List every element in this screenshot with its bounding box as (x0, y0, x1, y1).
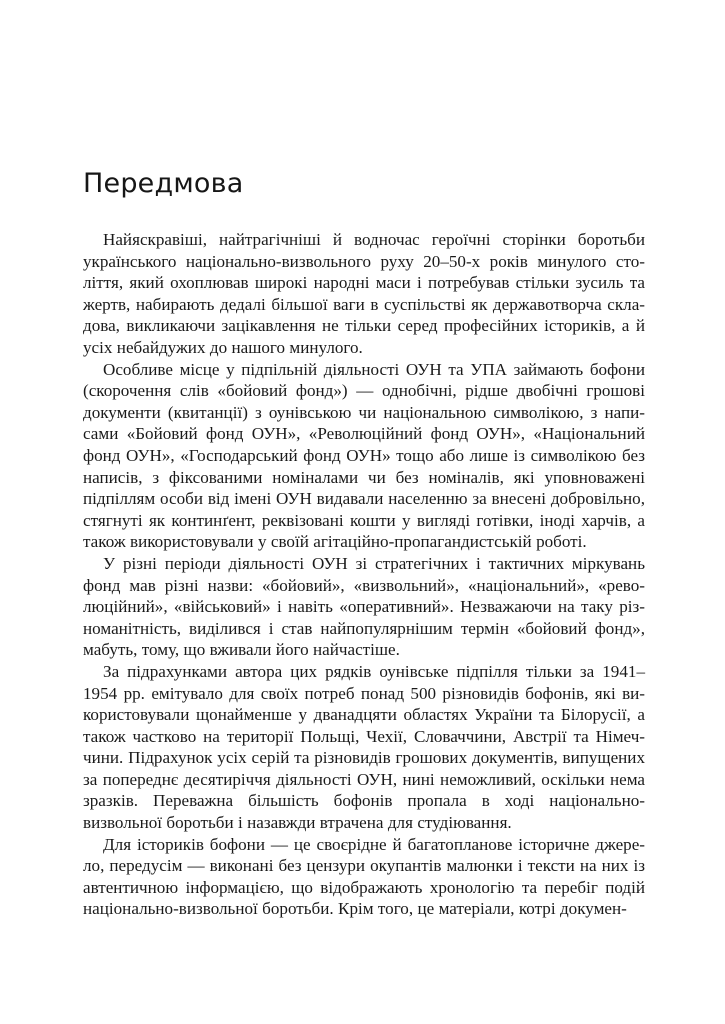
paragraph-3: У різні періоди діяльності ОУН зі стратегічних і тактичних міркувань фонд мав різні назви: «бойовий», «визвольний», «національний», «революційний», «військовий» і навіть «оперативний». Незважаючи на таку різноманітність, виділився і став найпопулярнішим термін «бойовий фонд», мабуть, тому, що вживали його найчастіше. (83, 553, 645, 660)
paragraph-2: Особливе місце у підпільній діяльності ОУН та УПА займають бофони (скорочення слів «бойовий фонд») — однобічні, рідше двобічні грошові документи (квитанції) з оунівською чи національною символікою, з написами «Бойовий фонд ОУН», «Революційний фонд ОУН», «Національний фонд ОУН», «Господарський фонд ОУН» тощо або лише із символікою без написів, з фіксованими номіналами чи без номіналів, які уповноважені підпіллям особи від імені ОУН видавали населенню за внесені добровільно, стягнуті як континґент, реквізовані кошти у вигляді готівки, іноді харчів, а також використовували у своїй агітаційно-пропагандистській роботі. (83, 359, 645, 552)
page-content-column (83, 168, 645, 920)
paragraph-4: За підрахунками автора цих рядків оунівське підпілля тільки за 1941–1954 рр. емітувало для своїх потреб понад 500 різновидів бофонів, які використовували щонайменше у дванадцяти областях України та Білорусії, а також частково на території Польщі, Чехії, Словаччини, Австрії та Німеччини. Підрахунок усіх серій та різновидів грошових документів, випущених за попереднє десятиріччя діяльності ОУН, нині неможливий, оскільки нема зразків. Переважна більшість бофонів пропала в ході національно-визвольної боротьби і назавжди втрачена для студіювання. (83, 661, 645, 833)
page-title: Передмова (83, 168, 244, 199)
paragraph-1: Найяскравіші, найтрагічніші й водночас героїчні сторінки боротьби українського національно-визвольного руху 20–50-х років минулого століття, який охоплював широкі народні маси і потребував стільки зусиль та жертв, набирають дедалі більшої ваги в суспільстві як державотворча складова, викликаючи зацікавлення не тільки серед професійних істориків, а й усіх небайдужих до нашого минулого. (83, 230, 645, 358)
paragraph-5: Для істориків бофони — це своєрідне й багатопланове історичне джерело, передусім — виконані без цензури окупантів малюнки і тексти на них із автентичною інформацією, що відображають хронологію та перебіг подій національно-визвольної боротьби. Крім того, це матеріали, котрі докумен- (83, 834, 645, 919)
